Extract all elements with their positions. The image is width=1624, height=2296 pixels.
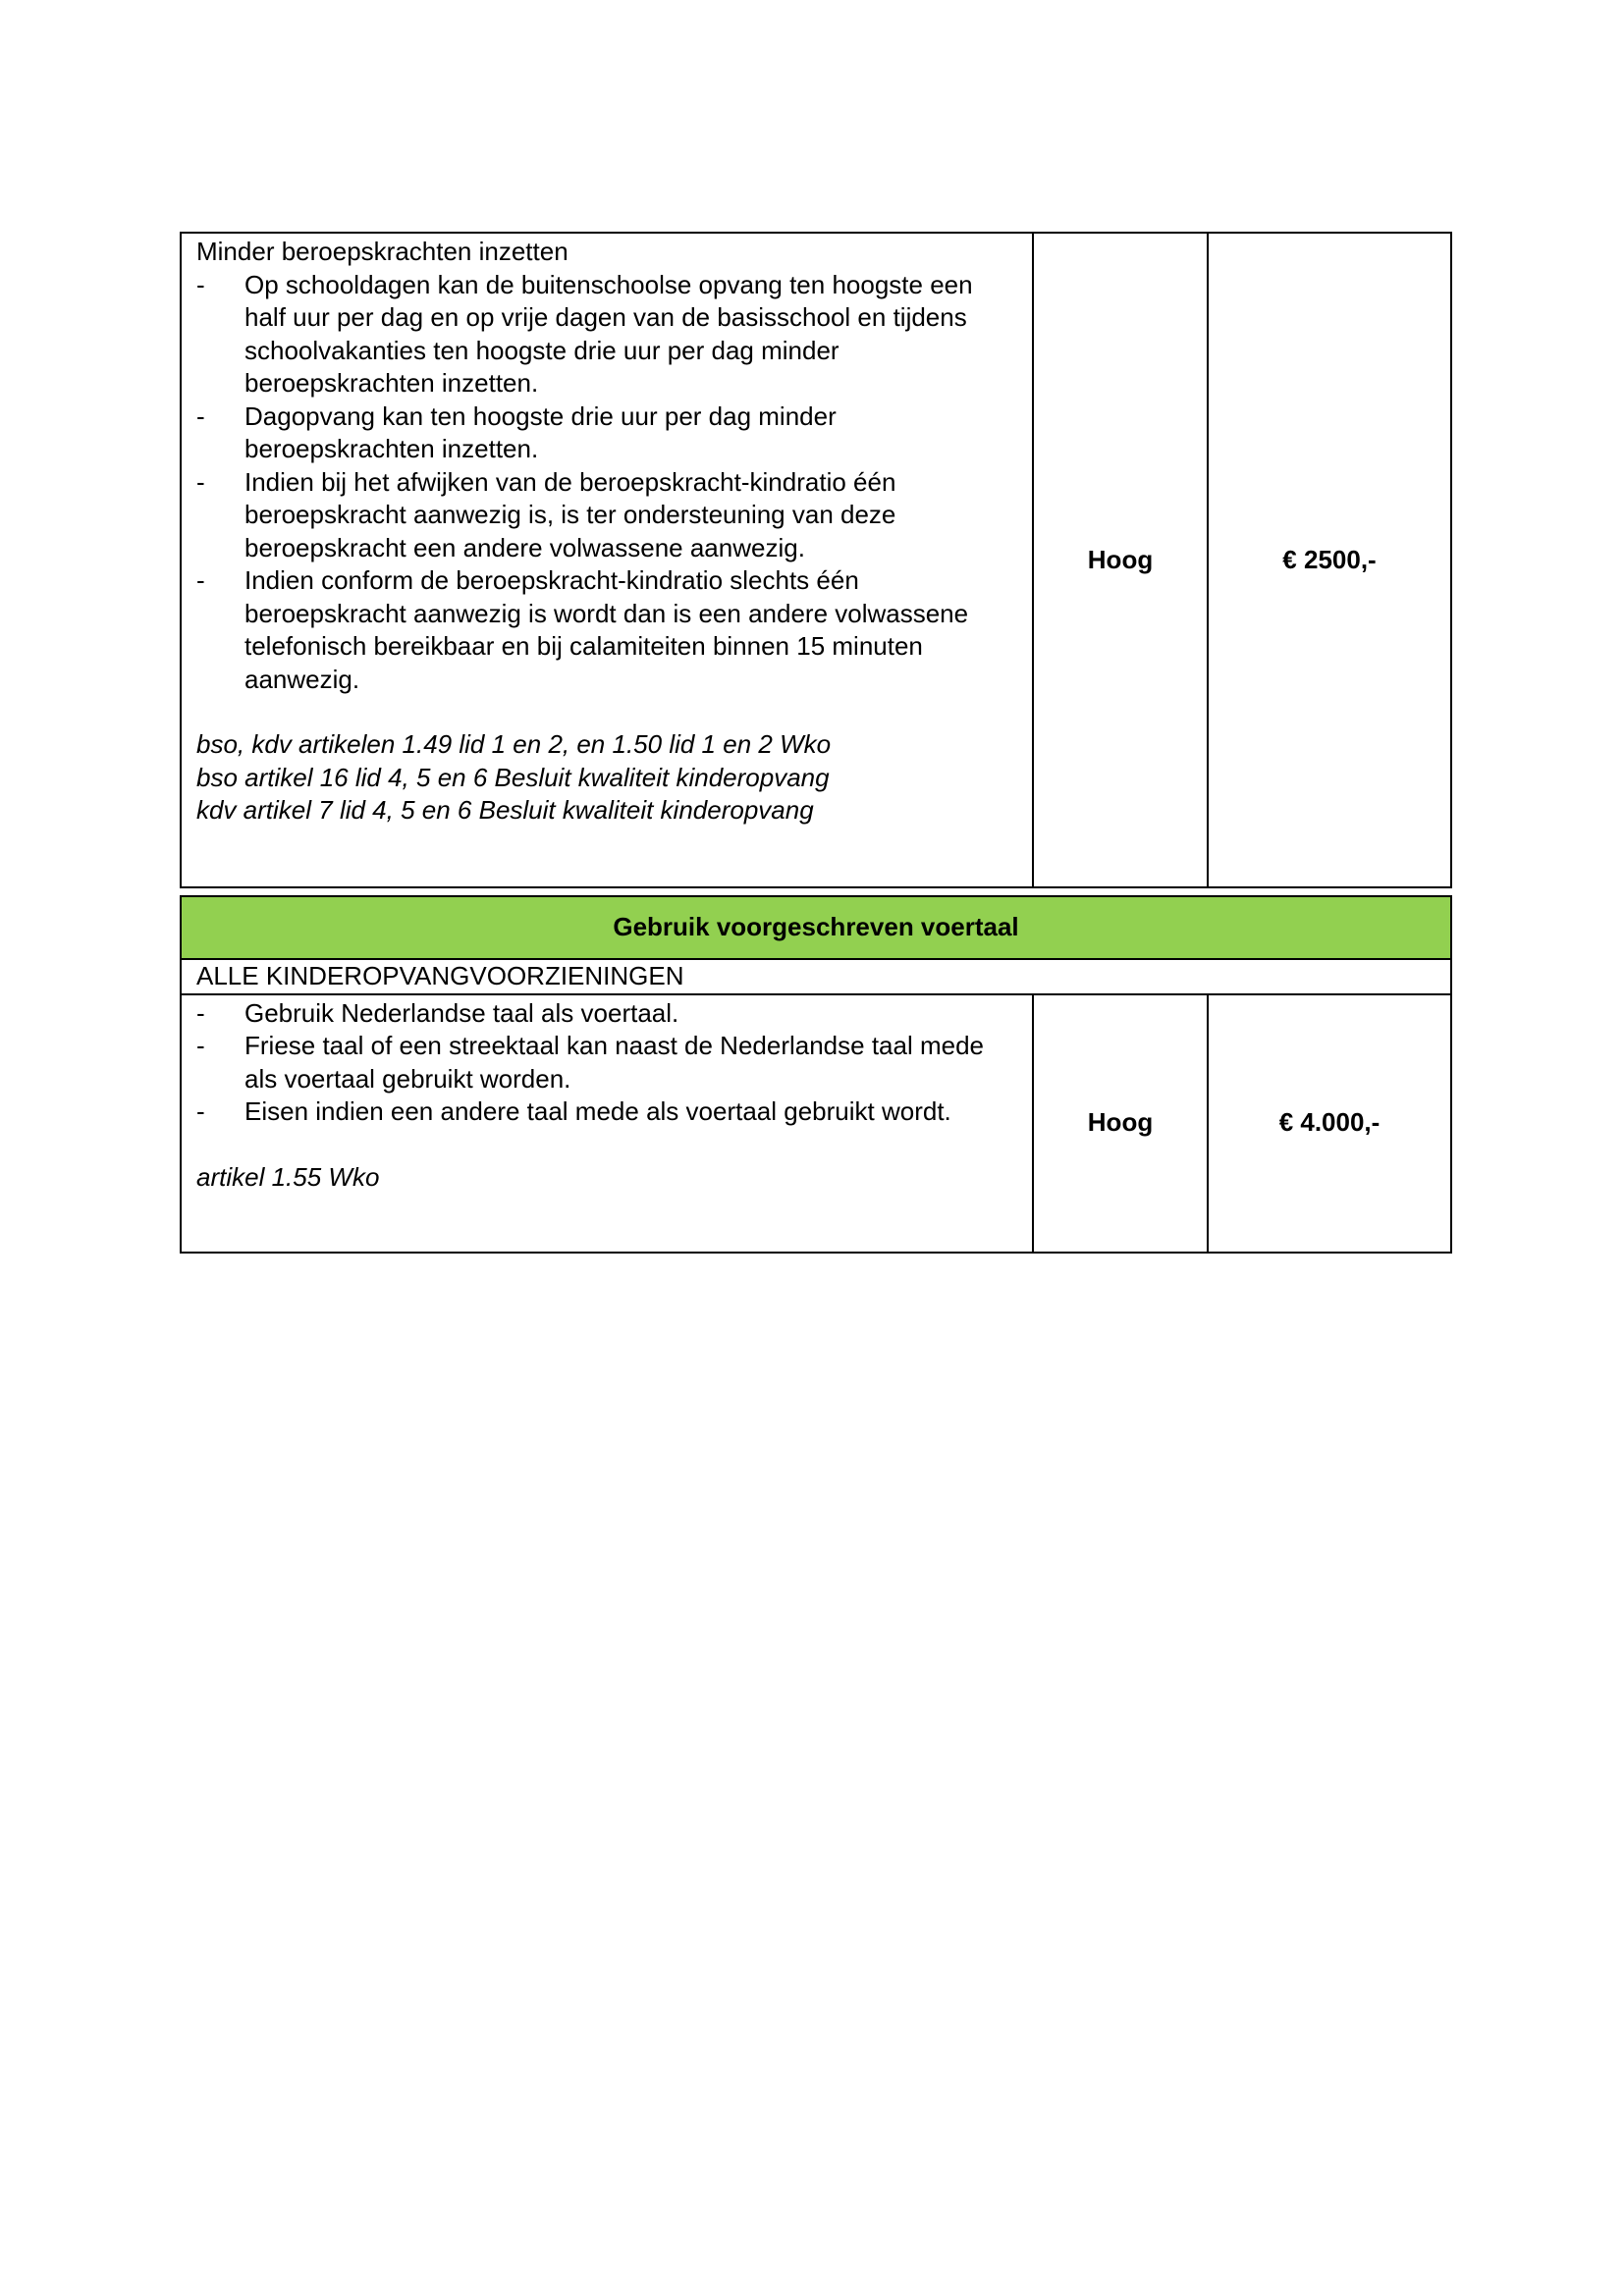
table-subheader-row xyxy=(181,959,1451,994)
section-subheader: ALLE KINDEROPVANGVOORZIENINGEN xyxy=(181,959,1451,994)
list-item: - Friese taal of een streektaal kan naast de Nederlandse taal mede als voertaal gebruikt worden. xyxy=(196,1031,985,1094)
list-item: - Indien conform de beroepskracht-kindratio slechts één beroepskracht aanwezig is wordt dan is een andere volwassene telefonisch bereikbaar en bij calamiteiten binnen 15 minuten aanwezig. xyxy=(196,565,969,694)
amount-cell: € 2500,- xyxy=(1208,233,1451,887)
table-row xyxy=(181,994,1451,1253)
list-item: - Indien bij het afwijken van de beroepskracht-kindratio één beroepskracht aanwezig is, is ter ondersteuning van deze beroepskracht een andere volwassene aanwezig. xyxy=(196,466,896,562)
sanction-table-staffing xyxy=(180,232,1452,888)
legal-reference: kdv artikel 7 lid 4, 5 en 6 Besluit kwaliteit kinderopvang xyxy=(196,795,814,825)
description-cell xyxy=(181,233,1033,887)
legal-reference: bso artikel 16 lid 4, 5 en 6 Besluit kwaliteit kinderopvang xyxy=(196,762,830,792)
priority-cell: Hoog xyxy=(1033,233,1208,887)
list-item: - Dagopvang kan ten hoogste drie uur per dag minder beroepskrachten inzetten. xyxy=(196,400,837,463)
list-item: - Eisen indien een andere taal mede als voertaal gebruikt wordt. xyxy=(196,1096,951,1126)
legal-reference: bso, kdv artikelen 1.49 lid 1 en 2, en 1.50 lid 1 en 2 Wko xyxy=(196,729,832,759)
sanction-table-language xyxy=(180,895,1452,1254)
amount-cell: € 4.000,- xyxy=(1208,994,1451,1253)
priority-cell: Hoog xyxy=(1033,994,1208,1253)
table-header-row xyxy=(181,896,1451,959)
list-item: - Op schooldagen kan de buitenschoolse opvang ten hoogste een half uur per dag en op vrije dagen van de basisschool en tijdens schoolvakanties ten hoogste drie uur per dag minder beroepskrachten inzetten. xyxy=(196,269,973,398)
legal-reference: artikel 1.55 Wko xyxy=(196,1161,380,1192)
rule-title: Minder beroepskrachten inzetten xyxy=(196,237,568,266)
list-item: - Gebruik Nederlandse taal als voertaal. xyxy=(196,997,679,1028)
description-cell xyxy=(181,994,1033,1253)
section-header: Gebruik voorgeschreven voertaal xyxy=(181,896,1451,959)
table-row xyxy=(181,233,1451,887)
